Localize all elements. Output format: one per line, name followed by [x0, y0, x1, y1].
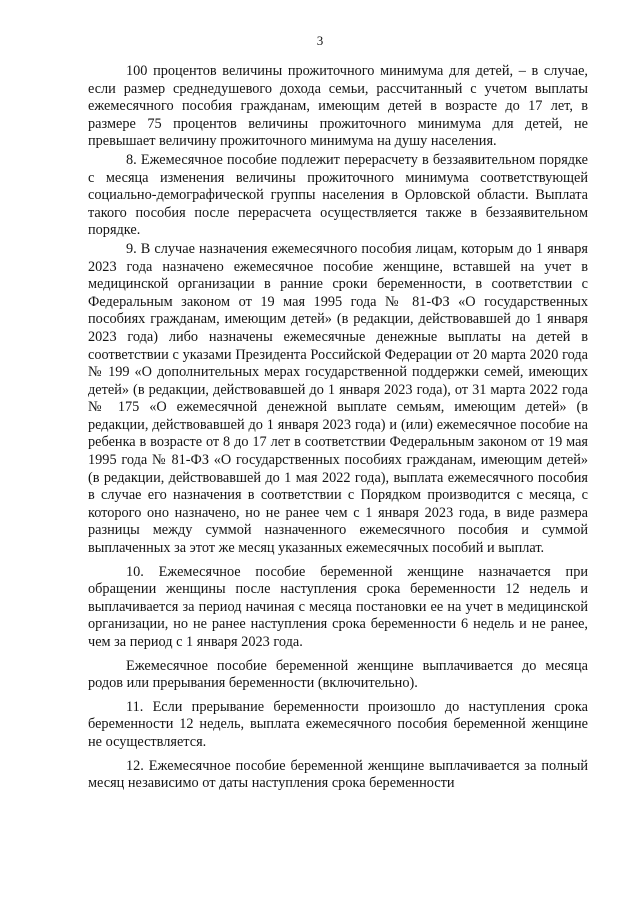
paragraph-9: 9. В случае назначения ежемесячного пособия лицам, которым до 1 января 2023 года назначено ежемесячное пособие женщине, вставшей на учет в медицинской организации в ранние сроки беременности, в соответствии с Федеральным законом от 19 мая 1995 года № 81-ФЗ «О государственных пособиях гражданам, имеющим детей» (в редакции, действовавшей до 1 января 2023 года) либо назначены ежемесячные денежные выплаты на детей в соответствии с указами Президента Российской Федерации от 20 марта 2020 года № 199 «О дополнительных мерах государственной поддержки семей, имеющих детей» (в редакции, действовавшей до 1 января 2023 года), от 31 марта 2022 года № 175 «О ежемесячной денежной выплате семьям, имеющим детей» (в редакции, действовавшей до 1 января 2023 года) и (или) ежемесячное пособие на ребенка в возрасте от 8 до 17 лет в соответствии Федеральным законом от 19 мая 1995 года № 81-ФЗ «О государственных пособиях гражданам, имеющим детей» (в редакции, действовавшей до 1 мая 2022 года), выплата ежемесячного пособия в случае его назначения в соответствии с Порядком производится с месяца, с которого оно назначено, но не ранее чем с 1 января 2023 года, в виде размера разницы между суммой назначенного ежемесячного пособия и суммой выплаченных за этот же месяц указанных ежемесячных пособий и выплат. [88, 240, 588, 557]
document-body [88, 63, 588, 793]
paragraph-10-continuation: Ежемесячное пособие беременной женщине выплачивается до месяца родов или прерывания беременности (включительно). [88, 657, 588, 692]
paragraph-continuation: 100 процентов величины прожиточного минимума для детей, – в случае, если размер среднедушевого дохода семьи, рассчитанный с учетом выплаты ежемесячного пособия гражданам, имеющим детей в возрасте до 17 лет, в размере 75 процентов величины прожиточного минимума для детей, не превышает величину прожиточного минимума на душу населения. [88, 63, 588, 150]
paragraph-8: 8. Ежемесячное пособие подлежит перерасчету в беззаявительном порядке с месяца изменения величины прожиточного минимума соответствующей социально-демографической группы населения в Орловской области. Выплата такого пособия после перерасчета осуществляется также в беззаявительном порядке. [88, 151, 588, 239]
paragraph-10: 10. Ежемесячное пособие беременной женщине назначается при обращении женщины после наступления срока беременности 12 недель и выплачивается за период начиная с месяца постановки ее на учет в медицинской организации, но не ранее наступления срока беременности 6 недель и не ранее, чем за период с 1 января 2023 года. [88, 563, 588, 650]
page-number: 3 [316, 33, 324, 48]
paragraph-12: 12. Ежемесячное пособие беременной женщине выплачивается за полный месяц независимо от даты наступления срока беременности [88, 757, 588, 792]
paragraph-11: 11. Если прерывание беременности произошло до наступления срока беременности 12 недель, выплата ежемесячного пособия беременной женщине не осуществляется. [88, 698, 588, 750]
